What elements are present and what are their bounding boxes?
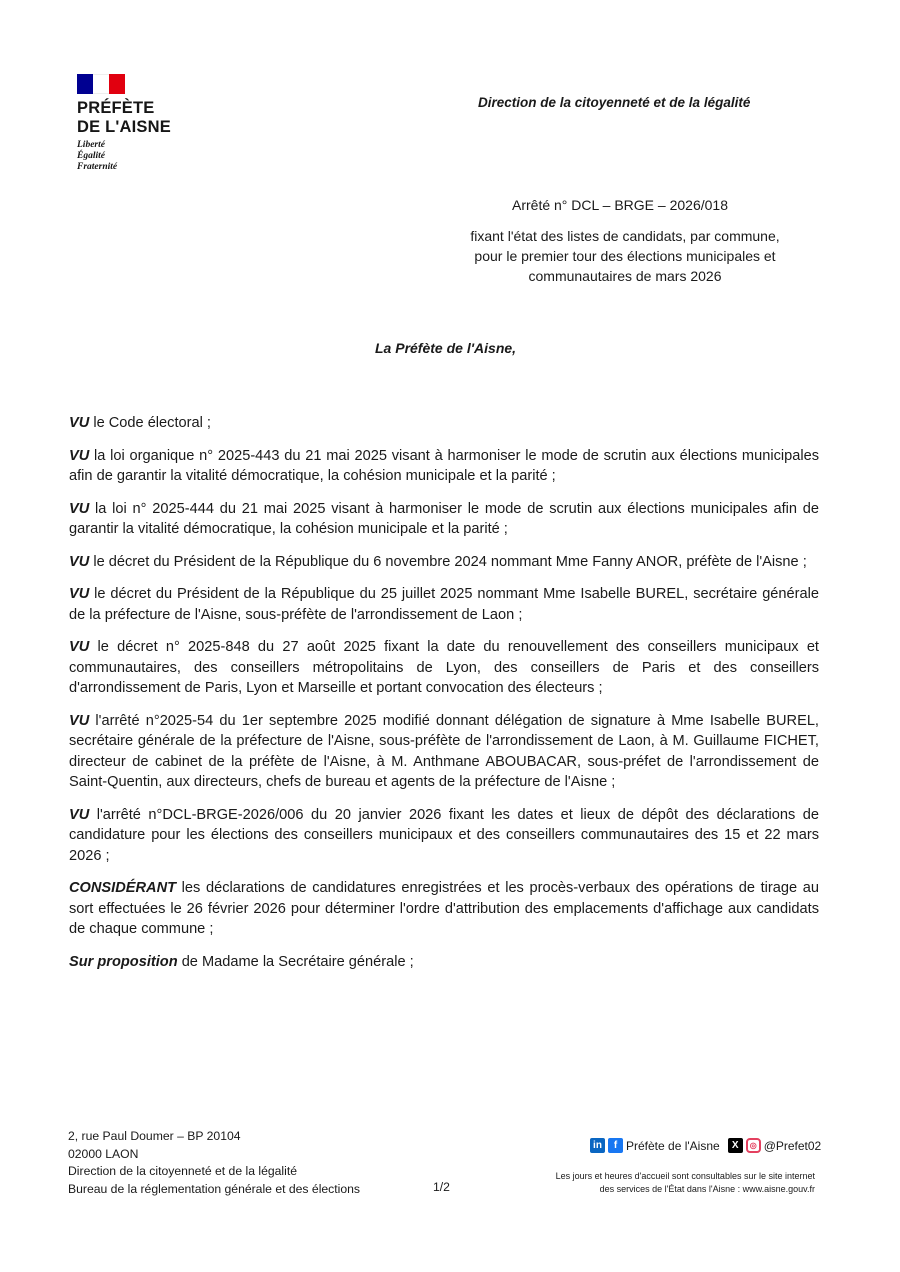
arrete-number: Arrêté n° DCL – BRGE – 2026/018 xyxy=(512,197,728,213)
visa-text: le Code électoral ; xyxy=(89,415,211,431)
document-body xyxy=(69,413,819,984)
instagram-icon[interactable]: ◎ xyxy=(746,1138,761,1153)
visa-keyword: VU xyxy=(69,586,90,602)
visa-text: le décret n° 2025-848 du 27 août 2025 fixant la date du renouvellement des conseillers municipaux et communautaires, des conseillers métropolitains de Lyon, des conseillers de Paris et des conseillers d'arrondissement de Paris, Lyon et Marseille et portant convocation des électeurs ; xyxy=(69,639,819,696)
footer-address xyxy=(68,1128,360,1198)
visa-keyword: VU xyxy=(69,415,90,431)
facebook-icon[interactable]: f xyxy=(608,1138,623,1153)
visa-paragraph xyxy=(69,499,819,540)
devise-egalite: Égalité xyxy=(77,151,105,161)
considerant-keyword: CONSIDÉRANT xyxy=(69,880,177,896)
marianne-flag-icon xyxy=(77,74,125,94)
social-handle: @Prefet02 xyxy=(763,1138,822,1153)
footer-info xyxy=(520,1170,815,1196)
considerant-paragraph xyxy=(69,878,819,940)
visa-paragraph xyxy=(69,584,819,625)
prefecture-name-line1: PRÉFÈTE xyxy=(77,99,155,117)
devise-liberte: Liberté xyxy=(77,140,105,150)
address-line: Direction de la citoyenneté et de la légalité xyxy=(68,1164,297,1178)
prefecture-name xyxy=(77,99,207,137)
proposition-text: de Madame la Secrétaire générale ; xyxy=(177,953,414,970)
page-number: 1/2 xyxy=(433,1180,450,1194)
considerant-text: les déclarations de candidatures enregistrées et les procès-verbaux des opérations de tirage au sort effectuées le 26 février 2026 pour déterminer l'ordre d'attribution des emplacements d'affichage aux candidats de chaque commune ; xyxy=(69,880,819,937)
visa-text: la loi organique n° 2025-443 du 21 mai 2025 visant à harmoniser le mode de scrutin aux élections municipales afin de garantir la vitalité démocratique, la cohésion municipale et la parité ; xyxy=(69,447,819,484)
address-line: Bureau de la réglementation générale et des élections xyxy=(68,1181,361,1196)
arrete-subject-line: fixant l'état des listes de candidats, par commune, xyxy=(470,228,780,244)
visa-keyword: VU xyxy=(69,553,90,570)
direction-header: Direction de la citoyenneté et de la légalité xyxy=(478,95,751,110)
social-name: Préfète de l'Aisne xyxy=(626,1138,720,1153)
visa-paragraph xyxy=(69,805,819,867)
visa-text: le décret du Président de la République du 25 juillet 2025 nommant Mme Isabelle BUREL, secrétaire générale de la préfecture de l'Aisne, sous-préfète de l'arrondissement de Laon ; xyxy=(69,586,819,623)
visa-text: la loi n° 2025-444 du 21 mai 2025 visant à harmoniser le mode de scrutin aux élections municipales afin de garantir la vitalité démocratique, la cohésion municipale et la parité ; xyxy=(69,500,819,537)
visa-paragraph xyxy=(69,637,819,699)
visa-text: le décret du Président de la République du 6 novembre 2024 nommant Mme Fanny ANOR, préfète de l'Aisne ; xyxy=(89,553,807,570)
visa-paragraph xyxy=(69,711,819,793)
proposition-paragraph xyxy=(69,952,819,973)
arrete-subject-line: pour le premier tour des élections municipales et xyxy=(474,248,776,264)
visa-paragraph xyxy=(69,413,819,434)
prefecture-name-line2: DE L'AISNE xyxy=(77,118,171,136)
address-line: 02000 LAON xyxy=(68,1146,139,1161)
devise xyxy=(77,140,207,173)
info-line: des services de l'État dans l'Aisne : www.aisne.gouv.fr xyxy=(599,1184,815,1194)
visa-keyword: VU xyxy=(69,806,90,823)
visa-text: l'arrêté n°DCL-BRGE-2026/006 du 20 janvier 2026 fixant les dates et lieux de dépôt des déclarations de candidature pour les élections des conseillers municipaux et des conseillers communautaires des 15 et 22 mars 2026 ; xyxy=(69,806,819,864)
visa-keyword: VU xyxy=(69,447,90,464)
prefet-heading: La Préfète de l'Aisne, xyxy=(375,340,517,356)
arrete-subject-line: communautaires de mars 2026 xyxy=(528,268,722,284)
proposition-keyword: Sur proposition xyxy=(69,953,178,970)
visa-keyword: VU xyxy=(69,639,90,655)
arrete-subject xyxy=(430,226,820,286)
social-links xyxy=(590,1138,821,1153)
info-line: Les jours et heures d'accueil sont consultables sur le site internet xyxy=(555,1171,815,1181)
visa-keyword: VU xyxy=(69,500,90,517)
prefecture-logo xyxy=(77,74,207,173)
devise-fraternite: Fraternité xyxy=(77,162,118,172)
linkedin-icon[interactable]: in xyxy=(590,1138,605,1153)
visa-paragraph xyxy=(69,552,819,573)
address-line: 2, rue Paul Doumer – BP 20104 xyxy=(68,1129,241,1143)
visa-keyword: VU xyxy=(69,712,90,729)
visa-paragraph xyxy=(69,446,819,487)
visa-text: l'arrêté n°2025-54 du 1er septembre 2025 modifié donnant délégation de signature à Mme Isabelle BUREL, secrétaire générale de la préfecture de l'Aisne, sous-préfète de l'arrondissement de Laon, à M. Guillaume FICHET, directeur de cabinet de la préfète de l'Aisne, à M. Anthmane ABOUBACAR, sous-préfet de l'arrondissement de Saint-Quentin, aux directeurs, chefs de bureau et agents de la préfecture de l'Aisne ; xyxy=(69,712,819,790)
x-icon[interactable]: X xyxy=(728,1138,743,1153)
